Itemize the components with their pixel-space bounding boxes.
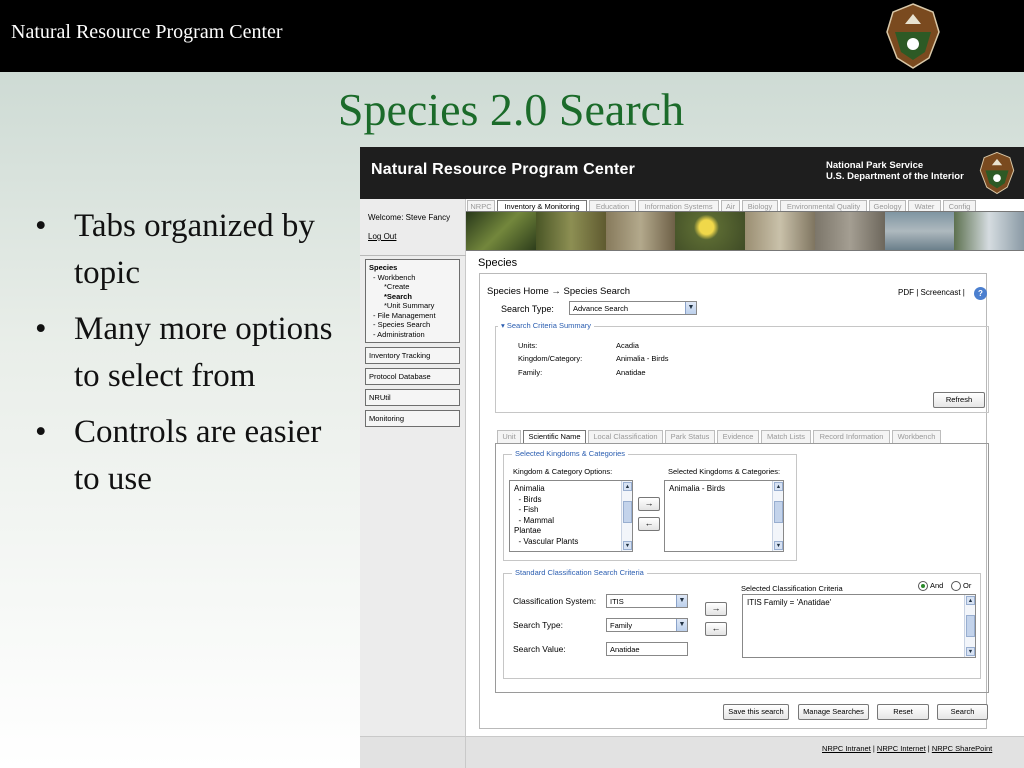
tab-education[interactable]: Education xyxy=(589,200,636,212)
photo-water xyxy=(954,212,1024,250)
slide-header-title: Natural Resource Program Center xyxy=(11,21,283,43)
refresh-button[interactable]: Refresh xyxy=(933,392,985,408)
tab-unit[interactable]: Unit xyxy=(497,430,521,443)
nav-monitoring[interactable]: Monitoring xyxy=(365,410,460,427)
family-label: Family: xyxy=(518,368,543,377)
tab-biology[interactable]: Biology xyxy=(742,200,778,212)
scroll-down-icon[interactable]: ▼ xyxy=(775,543,782,549)
app-header-title: Natural Resource Program Center xyxy=(371,161,636,178)
footer-separator: | xyxy=(870,744,877,753)
search-value-label: Search Value: xyxy=(513,644,566,654)
scrollbar[interactable] xyxy=(772,481,783,551)
divider xyxy=(360,255,466,256)
scroll-down-icon[interactable]: ▼ xyxy=(967,649,974,655)
app-org-line: National Park Service xyxy=(826,160,924,171)
nav-species-title[interactable]: Species xyxy=(369,263,398,272)
tab-environmental-quality[interactable]: Environmental Quality xyxy=(780,200,867,212)
classification-search-type-value: Family xyxy=(610,621,633,630)
kingdom-options-label: Kingdom & Category Options: xyxy=(513,467,613,476)
nps-arrowhead-logo xyxy=(885,2,941,70)
scroll-up-icon[interactable]: ▲ xyxy=(775,484,782,490)
bullet-item: • Tabs organized by topic xyxy=(32,203,350,297)
app-window xyxy=(360,147,1024,768)
photo-flower xyxy=(675,212,745,250)
slide-header xyxy=(0,0,1024,72)
list-item[interactable]: - Mammal xyxy=(514,515,554,525)
scroll-down-icon[interactable]: ▼ xyxy=(624,543,631,549)
save-search-button[interactable]: Save this search xyxy=(723,704,789,720)
pdf-screencast-links[interactable]: PDF | Screencast | xyxy=(898,288,965,297)
classification-search-type-select[interactable] xyxy=(606,618,688,632)
app-header xyxy=(360,147,1024,199)
remove-criteria-button[interactable]: ← xyxy=(705,622,727,636)
chevron-down-icon: ▼ xyxy=(685,302,696,314)
nav-item-unit-summary[interactable]: *Unit Summary xyxy=(384,301,435,310)
tab-air[interactable]: Air xyxy=(721,200,740,212)
nav-item-search[interactable]: *Search xyxy=(384,291,412,301)
bullet-list xyxy=(32,203,350,512)
add-criteria-button[interactable]: → xyxy=(705,602,727,616)
search-criteria-summary xyxy=(495,321,989,413)
chevron-down-icon: ▼ xyxy=(676,619,687,631)
tab-evidence[interactable]: Evidence xyxy=(717,430,759,443)
tab-geology[interactable]: Geology xyxy=(869,200,906,212)
nav-item-administration[interactable]: - Administration xyxy=(373,329,425,339)
help-icon[interactable]: ? xyxy=(974,287,987,300)
nav-item-file-management[interactable]: - File Management xyxy=(373,310,436,320)
reset-button[interactable]: Reset xyxy=(877,704,929,720)
scroll-up-icon[interactable]: ▲ xyxy=(624,484,631,490)
nav-nrutil[interactable]: NRUtil xyxy=(365,389,460,406)
scroll-thumb[interactable] xyxy=(774,501,783,523)
classification-system-select[interactable] xyxy=(606,594,688,608)
classification-legend: Standard Classification Search Criteria xyxy=(512,568,647,577)
scroll-thumb[interactable] xyxy=(623,501,632,523)
left-sidebar xyxy=(360,199,466,768)
nps-arrowhead-logo xyxy=(979,151,1015,195)
units-value: Acadia xyxy=(616,341,639,350)
kingdoms-legend: Selected Kingdoms & Categories xyxy=(512,449,628,458)
nav-item-species-search[interactable]: - Species Search xyxy=(373,320,431,329)
tab-inventory-monitoring[interactable]: Inventory & Monitoring xyxy=(497,200,587,212)
search-value-input[interactable]: Anatidae xyxy=(606,642,688,656)
divider xyxy=(465,736,466,768)
top-tab-bar xyxy=(466,199,1024,211)
list-item[interactable]: - Vascular Plants xyxy=(514,536,579,546)
photo-plant xyxy=(466,212,536,250)
or-label: Or xyxy=(963,581,972,590)
scroll-thumb[interactable] xyxy=(966,615,975,637)
slide-title-text: Species 2.0 Search xyxy=(337,84,685,135)
nav-species-box xyxy=(365,259,460,343)
search-type-select[interactable] xyxy=(569,301,697,315)
welcome-text: Welcome: Steve Fancy xyxy=(368,213,451,222)
tab-water[interactable]: Water xyxy=(908,200,941,212)
scrollbar[interactable] xyxy=(964,595,975,657)
tab-information-systems[interactable]: Information Systems xyxy=(638,200,719,212)
collapse-triangle-icon: ▾ xyxy=(501,321,507,330)
classification-system-value: ITIS xyxy=(610,597,624,606)
scroll-up-icon[interactable]: ▲ xyxy=(967,598,974,604)
footer-link-sharepoint[interactable]: NRPC SharePoint xyxy=(931,744,993,753)
tab-park-status[interactable]: Park Status xyxy=(665,430,715,443)
kingdom-value: Animalia - Birds xyxy=(616,354,669,363)
footer-link-internet[interactable]: NRPC Internet xyxy=(876,744,926,753)
nav-inventory-tracking[interactable]: Inventory Tracking xyxy=(365,347,460,364)
photo-reeds xyxy=(536,212,606,250)
tab-workbench[interactable]: Workbench xyxy=(892,430,941,443)
selected-criteria-label: Selected Classification Criteria xyxy=(741,584,843,593)
list-item[interactable]: - Fish xyxy=(514,505,539,514)
nav-protocol-database[interactable]: Protocol Database xyxy=(365,368,460,385)
photo-gravel xyxy=(815,212,885,250)
list-item[interactable]: - Birds xyxy=(514,494,542,504)
app-org-name xyxy=(826,160,964,182)
logout-link[interactable]: Log Out xyxy=(368,232,397,241)
breadcrumb: Species Home → Species Search xyxy=(487,286,631,297)
selected-criteria-list[interactable] xyxy=(742,594,976,658)
search-button[interactable]: Search xyxy=(937,704,988,720)
photo-fish xyxy=(885,212,955,250)
or-radio[interactable] xyxy=(951,581,961,591)
manage-searches-button[interactable]: Manage Searches xyxy=(798,704,869,720)
footer-links xyxy=(822,744,992,753)
and-radio[interactable] xyxy=(918,581,928,591)
search-type-label: Search Type: xyxy=(501,304,554,314)
list-item[interactable]: Plantae xyxy=(514,526,542,535)
section-title: Species xyxy=(478,257,518,269)
app-org-line: U.S. Department of the Interior xyxy=(826,171,964,182)
tab-config[interactable]: Config xyxy=(943,200,976,212)
tab-local-classification[interactable]: Local Classification xyxy=(588,430,663,443)
tab-scientific-name[interactable]: Scientific Name xyxy=(523,430,586,443)
photo-rocks xyxy=(606,212,676,250)
header-photo-strip xyxy=(466,211,1024,251)
selected-kingdoms-list[interactable] xyxy=(664,480,784,552)
family-value: Anatidae xyxy=(616,368,646,377)
footer-separator: | xyxy=(925,744,932,753)
bullet-item: • Many more options to select from xyxy=(32,306,350,400)
and-label: And xyxy=(930,581,944,590)
list-item[interactable]: Animalia xyxy=(514,484,545,493)
bullet-item: • Controls are easier to use xyxy=(32,409,350,503)
kingdom-label: Kingdom/Category: xyxy=(518,354,583,363)
photo-sand xyxy=(745,212,815,250)
selected-kingdoms-label: Selected Kingdoms & Categories: xyxy=(668,467,781,476)
list-item[interactable]: ITIS Family = 'Anatidae' xyxy=(747,598,832,607)
nav-item-workbench[interactable]: - Workbench xyxy=(373,272,416,282)
footer-link-intranet[interactable]: NRPC Intranet xyxy=(822,744,871,753)
tab-nrpc[interactable]: NRPC xyxy=(467,200,495,212)
nav-item-create[interactable]: *Create xyxy=(384,282,410,291)
remove-kingdom-button[interactable]: ← xyxy=(638,517,660,531)
tab-match-lists[interactable]: Match Lists xyxy=(761,430,811,443)
summary-legend[interactable] xyxy=(498,321,594,330)
tab-record-information[interactable]: Record Information xyxy=(813,430,890,443)
add-kingdom-button[interactable]: → xyxy=(638,497,660,511)
kingdom-options-list[interactable] xyxy=(509,480,633,552)
slide-title xyxy=(0,83,1024,136)
summary-legend-text: Search Criteria Summary xyxy=(506,321,592,330)
units-label: Units: xyxy=(518,341,538,350)
chevron-down-icon: ▼ xyxy=(676,595,687,607)
classification-system-label: Classification System: xyxy=(513,596,597,606)
search-type-value: Advance Search xyxy=(573,304,629,313)
classification-search-type-label: Search Type: xyxy=(513,620,563,630)
list-item[interactable]: Animalia - Birds xyxy=(669,484,726,493)
scrollbar[interactable] xyxy=(621,481,632,551)
